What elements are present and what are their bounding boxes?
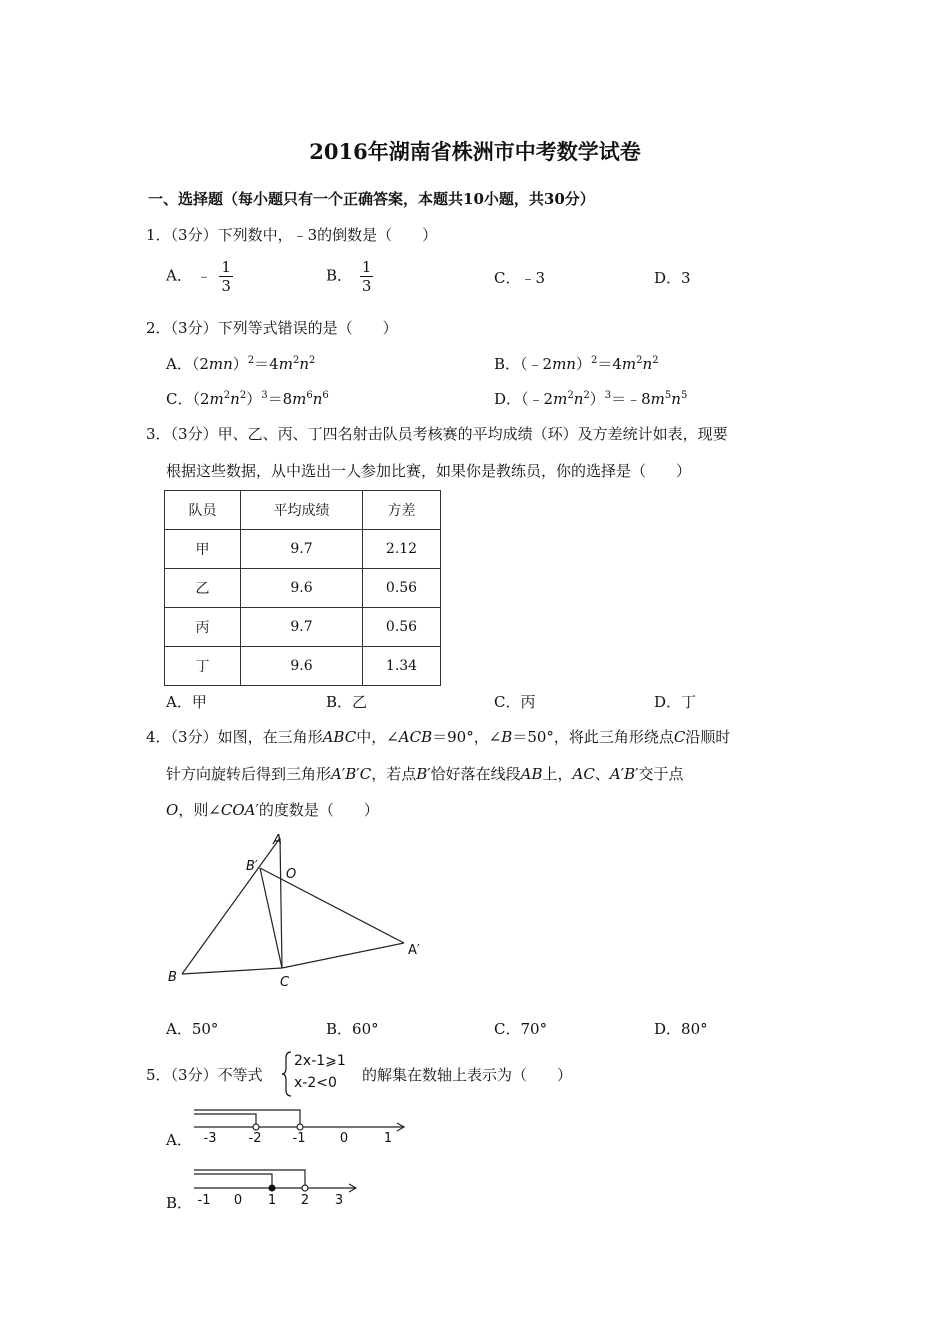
q4-stem-line3: O，则∠COA′的度数是（ ） — [166, 801, 379, 819]
table-header: 队员 — [165, 491, 241, 530]
table-cell: 乙 — [165, 569, 241, 608]
open-point-icon — [302, 1185, 308, 1191]
q1-option-a-fraction — [219, 258, 233, 295]
section-heading: 一、选择题（每小题只有一个正确答案，本题共10小题，共30分） — [148, 190, 595, 208]
q5-stem-prefix: 5．（3分）不等式 — [146, 1066, 263, 1084]
point-label-b: B — [168, 970, 177, 985]
page-title: 2016年湖南省株洲市中考数学试卷 — [309, 139, 641, 164]
fraction-denominator: 3 — [221, 277, 231, 295]
q3-stem-line1: 3．（3分）甲、乙、丙、丁四名射击队员考核赛的平均成绩（环）及方差统计如表，现要 — [146, 425, 728, 443]
segment-ca1 — [282, 943, 404, 968]
q5-option-b-number-line — [190, 1164, 370, 1210]
tick-label: -3 — [203, 1131, 217, 1146]
q1-option-d: D．3 — [654, 269, 691, 287]
q5-option-b-label: B． — [166, 1194, 193, 1212]
q4-option-a: A．50° — [166, 1020, 219, 1038]
q4-stem-line2: 针方向旋转后得到三角形A′B′C，若点B′恰好落在线段AB上，AC、A′B′交于点 — [166, 765, 684, 783]
q5-stem-suffix: 的解集在数轴上表示为（ ） — [362, 1066, 573, 1084]
q1-option-a-sign: ﹣ — [196, 266, 212, 285]
solution-ray-lower — [194, 1114, 256, 1124]
q2-stem: 2．（3分）下列等式错误的是（ ） — [146, 319, 398, 337]
table-cell: 9.7 — [241, 608, 363, 647]
solution-ray-upper — [194, 1110, 300, 1124]
q4-option-b: B．60° — [326, 1020, 379, 1038]
tick-label: 2 — [300, 1193, 310, 1208]
open-point-icon — [253, 1124, 259, 1130]
solution-ray-lower — [194, 1174, 272, 1185]
tick-label: 1 — [383, 1131, 393, 1146]
q4-option-d: D．80° — [654, 1020, 708, 1038]
tick-label: -1 — [292, 1131, 306, 1146]
segment-ac — [280, 838, 282, 968]
tick-label: 1 — [267, 1193, 277, 1208]
table-row — [165, 608, 441, 647]
table-row — [165, 647, 441, 686]
table-cell: 2.12 — [363, 530, 441, 569]
table-row — [165, 569, 441, 608]
q3-option-b: B．乙 — [326, 693, 368, 711]
point-label-c: C — [280, 975, 290, 990]
q3-option-c: C．丙 — [494, 693, 536, 711]
table-cell: 9.7 — [241, 530, 363, 569]
segment-ab — [182, 838, 280, 974]
q2-option-d: D．$(﹣2m^2n^2)^3=﹣8m^5n^5$ — [494, 390, 688, 408]
table-cell: 甲 — [165, 530, 241, 569]
table-header-row — [165, 491, 441, 530]
q5-inequality-system — [294, 1050, 346, 1094]
point-label-b-prime: B′ — [246, 859, 258, 874]
tick-label: -2 — [248, 1131, 262, 1146]
q1-option-a-label: A． — [166, 266, 192, 285]
tick-label: 0 — [339, 1131, 349, 1146]
table-cell: 0.56 — [363, 569, 441, 608]
point-label-a: A — [273, 833, 282, 848]
q3-option-a: A．甲 — [166, 693, 207, 711]
q4-triangle-figure — [160, 828, 440, 998]
q3-option-d: D．丁 — [654, 693, 697, 711]
q4-stem-line1: 4．（3分）如图，在三角形ABC中，∠ACB＝90°，∠B＝50°，将此三角形绕点C沿顺时 — [146, 728, 731, 746]
point-label-a-prime: A′ — [408, 943, 420, 958]
table-cell: 丙 — [165, 608, 241, 647]
closed-point-icon — [269, 1185, 275, 1191]
table-cell: 9.6 — [241, 569, 363, 608]
fraction-numerator: 1 — [221, 258, 231, 276]
brace-icon — [281, 1050, 293, 1098]
q2-option-c: C．$(2m^2n^2)^3=8m^6n^6$ — [166, 390, 329, 408]
point-label-o: O — [286, 867, 297, 882]
q1-option-b-fraction — [360, 258, 374, 295]
q2-option-b: B．$(﹣2mn)^2=4m^2n^2$ — [494, 355, 659, 373]
table-cell: 9.6 — [241, 647, 363, 686]
q5-inequality-1: 2x-1⩾1 — [294, 1053, 346, 1069]
fraction-numerator: 1 — [361, 258, 372, 276]
table-cell: 1.34 — [363, 647, 441, 686]
table-header: 平均成绩 — [241, 491, 363, 530]
tick-label: 3 — [334, 1193, 344, 1208]
segment-b1c — [260, 868, 282, 968]
q5-option-a-label: A． — [166, 1131, 192, 1149]
tick-label: 0 — [233, 1193, 243, 1208]
q3-stem-line2: 根据这些数据，从中选出一人参加比赛，如果你是教练员，你的选择是（ ） — [166, 462, 692, 480]
q5-option-a-number-line — [190, 1104, 414, 1148]
q3-score-table — [164, 490, 441, 686]
q2-option-a: A．$(2mn)^2=4m^2n^2$ — [166, 355, 316, 373]
table-cell: 0.56 — [363, 608, 441, 647]
segment-bc — [182, 968, 282, 974]
q1-option-a — [166, 258, 233, 295]
table-row — [165, 530, 441, 569]
q1-option-b — [326, 258, 373, 295]
q1-option-b-label: B． — [326, 266, 353, 285]
q4-option-c: C．70° — [494, 1020, 548, 1038]
solution-ray-upper — [194, 1170, 305, 1185]
fraction-denominator: 3 — [361, 277, 372, 295]
open-point-icon — [297, 1124, 303, 1130]
q1-stem: 1．（3分）下列数中，﹣3的倒数是（ ） — [146, 226, 438, 244]
q1-option-c: C．﹣3 — [494, 269, 546, 287]
table-header: 方差 — [363, 491, 441, 530]
q5-inequality-2: x-2<0 — [294, 1075, 337, 1091]
table-cell: 丁 — [165, 647, 241, 686]
tick-label: -1 — [197, 1193, 211, 1208]
